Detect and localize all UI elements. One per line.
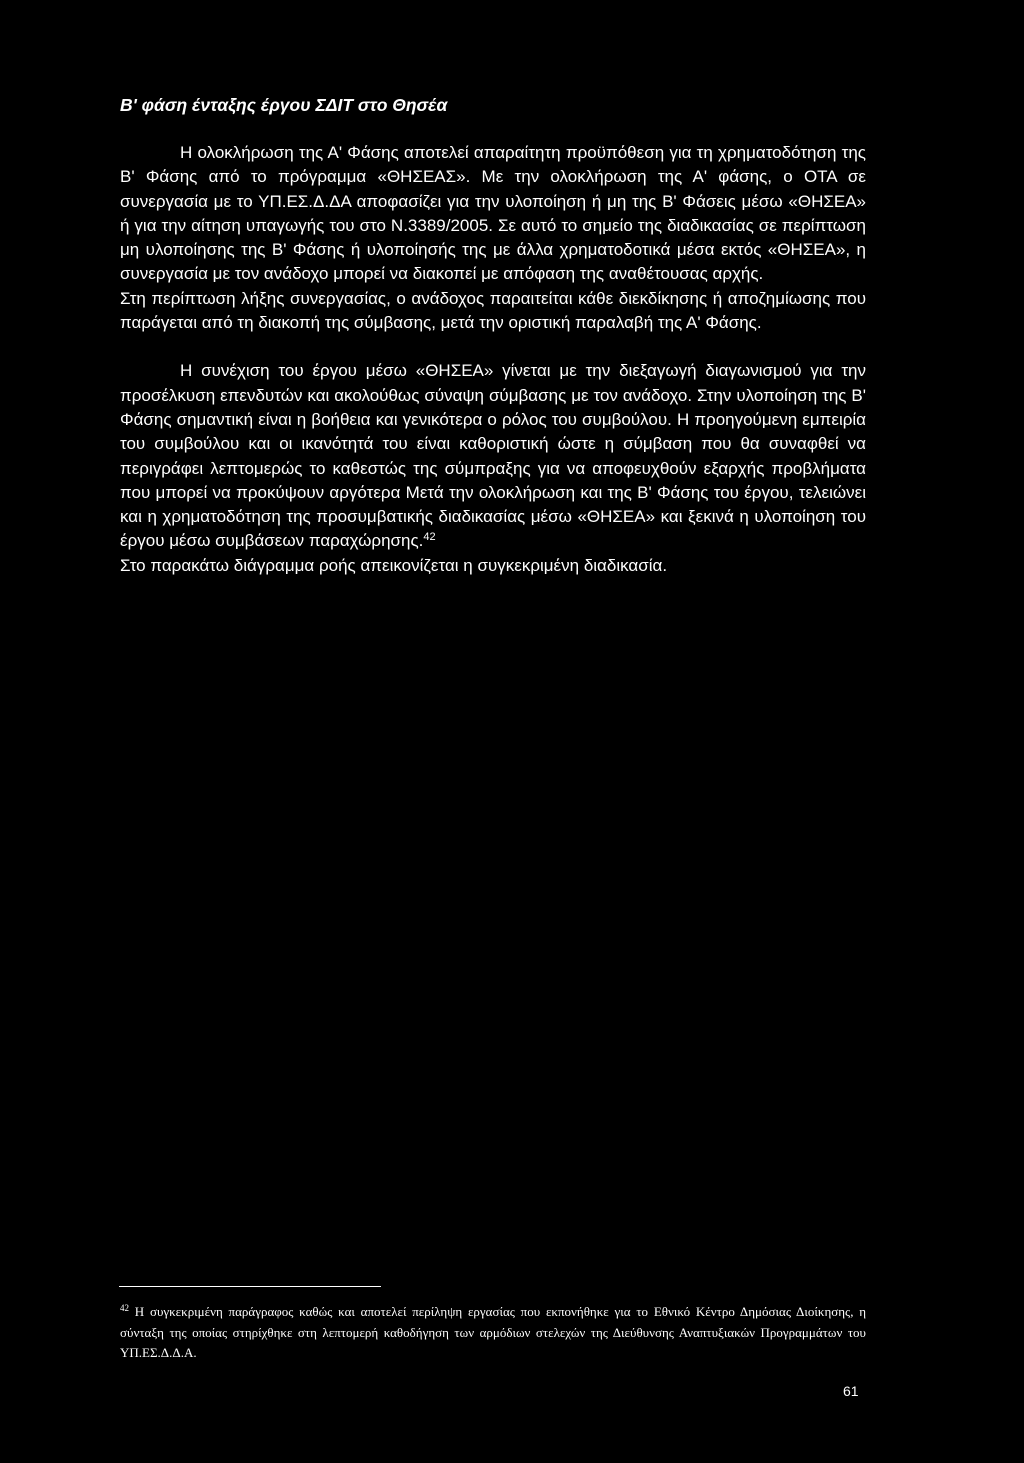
page-number: 61 xyxy=(843,1383,859,1399)
footnote-separator xyxy=(119,1286,381,1287)
footnote xyxy=(120,1302,866,1364)
footnote-number: 42 xyxy=(120,1303,129,1313)
footnote-reference[interactable]: 42 xyxy=(423,531,436,544)
paragraph-continuation-text: Η συνέχιση του έργου μέσω «ΘΗΣΕΑ» γίνεται με την διεξαγωγή διαγωνισμού για την προσέλκυση επενδυτών και ακολούθως σύναψη σύμβασης με τον ανάδοχο. Στην υλοποίηση της Β' Φάσης σημαντική είναι η βοήθεια και γενικότερα ο ρόλος του συμβούλου. Η προηγούμενη εμπειρία του συμβούλου και οι ικανότητά του είναι καθοριστική ώστε η σύμβαση που θα συναφθεί να περιγράφει λεπτομερώς το καθεστώς της σύμπραξης για να αποφευχθούν εξαρχής προβλήματα που μπορεί να προκύψουν αργότερα Μετά την ολοκλήρωση και της Β' Φάσης του έργου, τελειώνει και η χρηματοδότηση της προσυμβατικής διαδικασίας μέσω «ΘΗΣΕΑ» και ξεκινά η υλοποίηση του έργου μέσω συμβάσεων παραχώρησης. xyxy=(120,361,866,551)
section-heading: Β' φάση ένταξης έργου ΣΔΙΤ στο Θησέα xyxy=(120,95,448,115)
paragraph-flowchart-intro: Στο παρακάτω διάγραμμα ροής απεικονίζεται η συγκεκριμένη διαδικασία. xyxy=(120,555,668,575)
paragraph-termination: Στη περίπτωση λήξης συνεργασίας, ο ανάδοχος παραιτείται κάθε διεκδίκησης ή αποζημίωσης που παράγεται από τη διακοπή της σύμβασης, μετά την οριστική παραλαβή της Α' Φάσης. xyxy=(120,288,866,333)
paragraph-continuation xyxy=(120,359,866,553)
footnote-text: Η συγκεκριμένη παράγραφος καθώς και αποτελεί περίληψη εργασίας που εκπονήθηκε για το Εθνικό Κέντρο Δημόσιας Διοίκησης, η σύνταξη της οποίας στηρίχθηκε στη λεπτομερή καθοδήγηση των αρμόδιων στελεχών της Διεύθυνσης Αναπτυξιακών Προγραμμάτων του ΥΠ.ΕΣ.Δ.Δ.Α. xyxy=(120,1304,867,1360)
paragraph-phase-a-completion: Η ολοκλήρωση της Α' Φάσης αποτελεί απαραίτητη προϋπόθεση για τη χρηματοδότηση της Β' Φάσης από το πρόγραμμα «ΘΗΣΕΑΣ». Με την ολοκλήρωση της Α' φάσης, ο ΟΤΑ σε συνεργασία με το ΥΠ.ΕΣ.Δ.ΔΑ αποφασίζει για την υλοποίηση ή μη της Β' Φάσεις μέσω «ΘΗΣΕΑ» ή για την αίτηση υπαγωγής του στο Ν.3389/2005. Σε αυτό το σημείο της διαδικασίας σε περίπτωση μη υλοποίησης της Β' Φάσης ή υλοποίησής της με άλλα χρηματοδοτικά μέσα εκτός «ΘΗΣΕΑ», η συνεργασία με τον ανάδοχο μπορεί να διακοπεί με απόφαση της αναθέτουσας αρχής. xyxy=(120,143,866,284)
body-text xyxy=(120,141,866,578)
